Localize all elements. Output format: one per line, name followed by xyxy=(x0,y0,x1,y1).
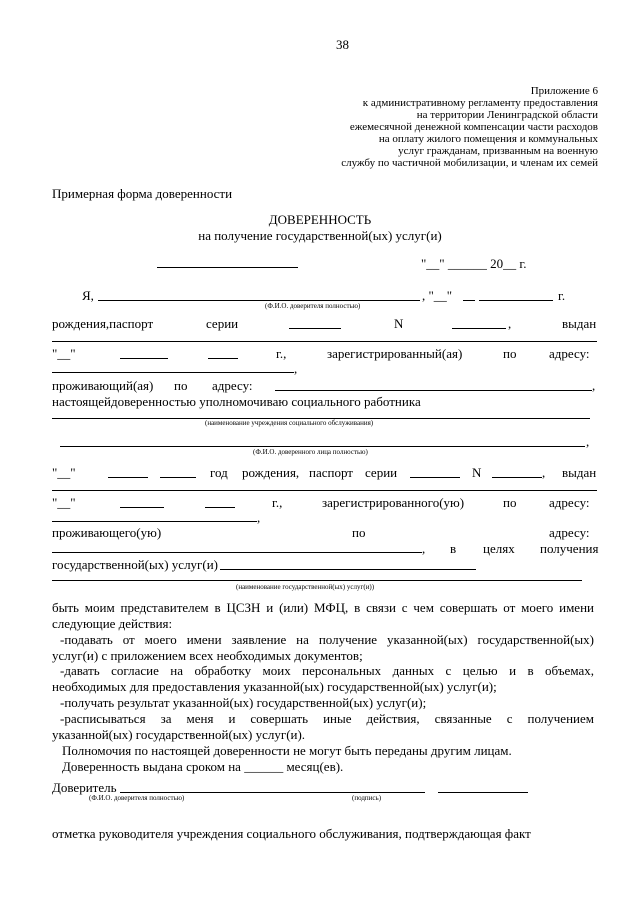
trustee-registered-address-line[interactable] xyxy=(52,521,257,522)
trustee-name-comma: , xyxy=(586,434,590,449)
birth-passport-label: рождения,паспорт xyxy=(52,316,154,331)
principal-name-line[interactable] xyxy=(98,300,420,301)
trustee-living-address-line[interactable] xyxy=(52,552,422,553)
trustee-registered-label: зарегистрированного(ую) xyxy=(322,495,465,510)
body-line-10: Полномочия по настоящей доверенности не могут быть переданы другим лицам. xyxy=(62,743,512,758)
purpose-polucheniya: получения xyxy=(540,541,599,556)
appendix-line-1: Приложение 6 xyxy=(530,85,598,97)
trustee-passport-label: паспорт xyxy=(309,465,353,480)
issued-month-line[interactable] xyxy=(120,358,168,359)
appendix-line-4: ежемесячной денежной компенсации части расходов xyxy=(349,121,598,133)
purpose-v: в xyxy=(450,541,457,556)
issued-day-quote: "__" xyxy=(52,346,76,361)
registered-address-label: адресу: xyxy=(549,346,590,361)
living-address-line[interactable] xyxy=(275,390,592,391)
caption-trustee-fio: (Ф.И.О. доверенного лица полностью) xyxy=(253,448,368,456)
registered-po: по xyxy=(503,346,517,361)
body-line-3: -подавать от моего имени заявление на получение указанной(ых) государственной(ых) xyxy=(60,632,594,647)
number-label: N xyxy=(394,316,404,331)
trustee-living-address-label: адресу: xyxy=(549,525,590,540)
body-line-11: Доверенность выдана сроком на ______ месяц(ев). xyxy=(62,759,344,774)
trustee-number-label: N xyxy=(472,465,482,480)
trustee-number-comma: , xyxy=(542,465,546,480)
series-line[interactable] xyxy=(289,328,341,329)
ya-label: Я, xyxy=(82,288,94,303)
trustee-issued-label: выдан xyxy=(562,465,597,480)
trustee-series-line[interactable] xyxy=(410,477,460,478)
trustee-series-label: серии xyxy=(365,465,398,480)
purpose-comma: , xyxy=(422,541,426,556)
trustee-name-line[interactable] xyxy=(60,446,585,447)
caption-signature-sign: (подпись) xyxy=(352,794,382,802)
appendix-line-7: службу по частичной мобилизации, и членам их семей xyxy=(341,157,598,169)
issued-year-line[interactable] xyxy=(208,358,238,359)
appendix-line-2: к административному регламенту предоставления xyxy=(362,97,598,109)
registered-label: зарегистрированный(ая) xyxy=(327,346,463,361)
footer-text: отметка руководителя учреждения социального обслуживания, подтверждающая факт xyxy=(52,826,531,841)
trustee-issued-day-quote: "__" xyxy=(52,495,76,510)
trustee-living-po: по xyxy=(352,525,366,540)
living-comma: , xyxy=(592,378,596,393)
caption-service: (наименование государственной(ых) услуг(и)) xyxy=(236,583,375,591)
number-line[interactable] xyxy=(452,328,506,329)
trustee-issued-year-line[interactable] xyxy=(205,507,235,508)
trustee-birth-year-line[interactable] xyxy=(160,477,196,478)
principal-signature-line[interactable] xyxy=(438,792,528,793)
body-line-6: необходимых для предоставления указанной(ых) государственной(ых) услуг(и); xyxy=(52,679,497,694)
date-line: "__" ______ 20__ г. xyxy=(421,256,527,271)
series-label: серии xyxy=(206,316,239,331)
document-title: ДОВЕРЕННОСТЬ xyxy=(268,212,372,227)
trustee-number-line[interactable] xyxy=(492,477,542,478)
living-label: проживающий(ая) xyxy=(52,378,154,393)
signature-label: Доверитель xyxy=(52,780,117,795)
registered-comma: , xyxy=(294,361,298,376)
body-line-2: следующие действия: xyxy=(52,616,173,631)
body-line-8: -расписываться за меня и совершать иные действия, связанные с получением xyxy=(60,711,594,726)
authorize-text: настоящейдоверенностью уполномочиваю социального работника xyxy=(52,394,421,409)
appendix-line-3: на территории Ленинградской области xyxy=(416,109,598,121)
number-comma: , xyxy=(508,316,512,331)
registered-address-line[interactable] xyxy=(52,372,294,373)
appendix-line-5: на оплату жилого помещения и коммунальных xyxy=(378,133,598,145)
trustee-registered-address-label: адресу: xyxy=(549,495,590,510)
appendix-line-6: услуг гражданам, призванным на военную xyxy=(398,145,598,157)
body-line-7: -получать результат указанной(ых) государственной(ых) услуг(и); xyxy=(60,695,427,710)
issued-label: выдан xyxy=(562,316,597,331)
caption-institution: (наименование учреждения социального обслуживания) xyxy=(205,419,374,427)
trustee-registered-comma: , xyxy=(257,510,261,525)
trustee-issued-month-line[interactable] xyxy=(120,507,164,508)
trustee-registered-po: по xyxy=(503,495,517,510)
trustee-year-label: год xyxy=(210,465,228,480)
trustee-birth-day-quote: "__" xyxy=(52,465,76,480)
issued-by-line[interactable] xyxy=(52,341,597,342)
living-address-label: адресу: xyxy=(212,378,253,393)
services-label: государственной(ых) услуг(и) xyxy=(52,557,218,572)
caption-principal-fio: (Ф.И.О. доверителя полностью) xyxy=(265,302,361,310)
body-line-9: указанной(ых) государственной(ых) услуг(и). xyxy=(52,727,306,742)
living-po: по xyxy=(174,378,188,393)
services-line-2[interactable] xyxy=(52,580,582,581)
body-line-1: быть моим представителем в ЦСЗН и (или) МФЦ, в связи с чем совершать от моего имени xyxy=(52,600,594,615)
birth-month-line[interactable] xyxy=(463,300,475,301)
services-line-1[interactable] xyxy=(220,569,476,570)
trustee-issued-year-suffix: г., xyxy=(272,495,283,510)
principal-signature-name-line[interactable] xyxy=(120,792,425,793)
trustee-birth-label: рождения, xyxy=(242,465,300,480)
document-subtitle: на получение государственной(ых) услуг(и) xyxy=(198,228,442,243)
place-line[interactable] xyxy=(157,267,298,268)
trustee-living-label: проживающего(ую) xyxy=(52,525,162,540)
form-label: Примерная форма доверенности xyxy=(52,186,233,201)
year-suffix: г. xyxy=(558,288,566,303)
body-line-4: услуг(и) с приложением всех необходимых документов; xyxy=(52,648,363,663)
caption-signature-fio: (Ф.И.О. доверителя полностью) xyxy=(89,794,185,802)
body-line-5: -давать согласие на обработку моих персональных данных с целью и в объемах, xyxy=(60,663,594,678)
purpose-tselyakh: целях xyxy=(483,541,515,556)
birth-day-quote: , "__" xyxy=(422,288,453,303)
trustee-birth-month-line[interactable] xyxy=(108,477,148,478)
issued-year-suffix: г., xyxy=(276,346,287,361)
page-number: 38 xyxy=(336,37,349,52)
trustee-issued-by-line[interactable] xyxy=(52,490,597,491)
birth-year-line[interactable] xyxy=(529,300,553,301)
